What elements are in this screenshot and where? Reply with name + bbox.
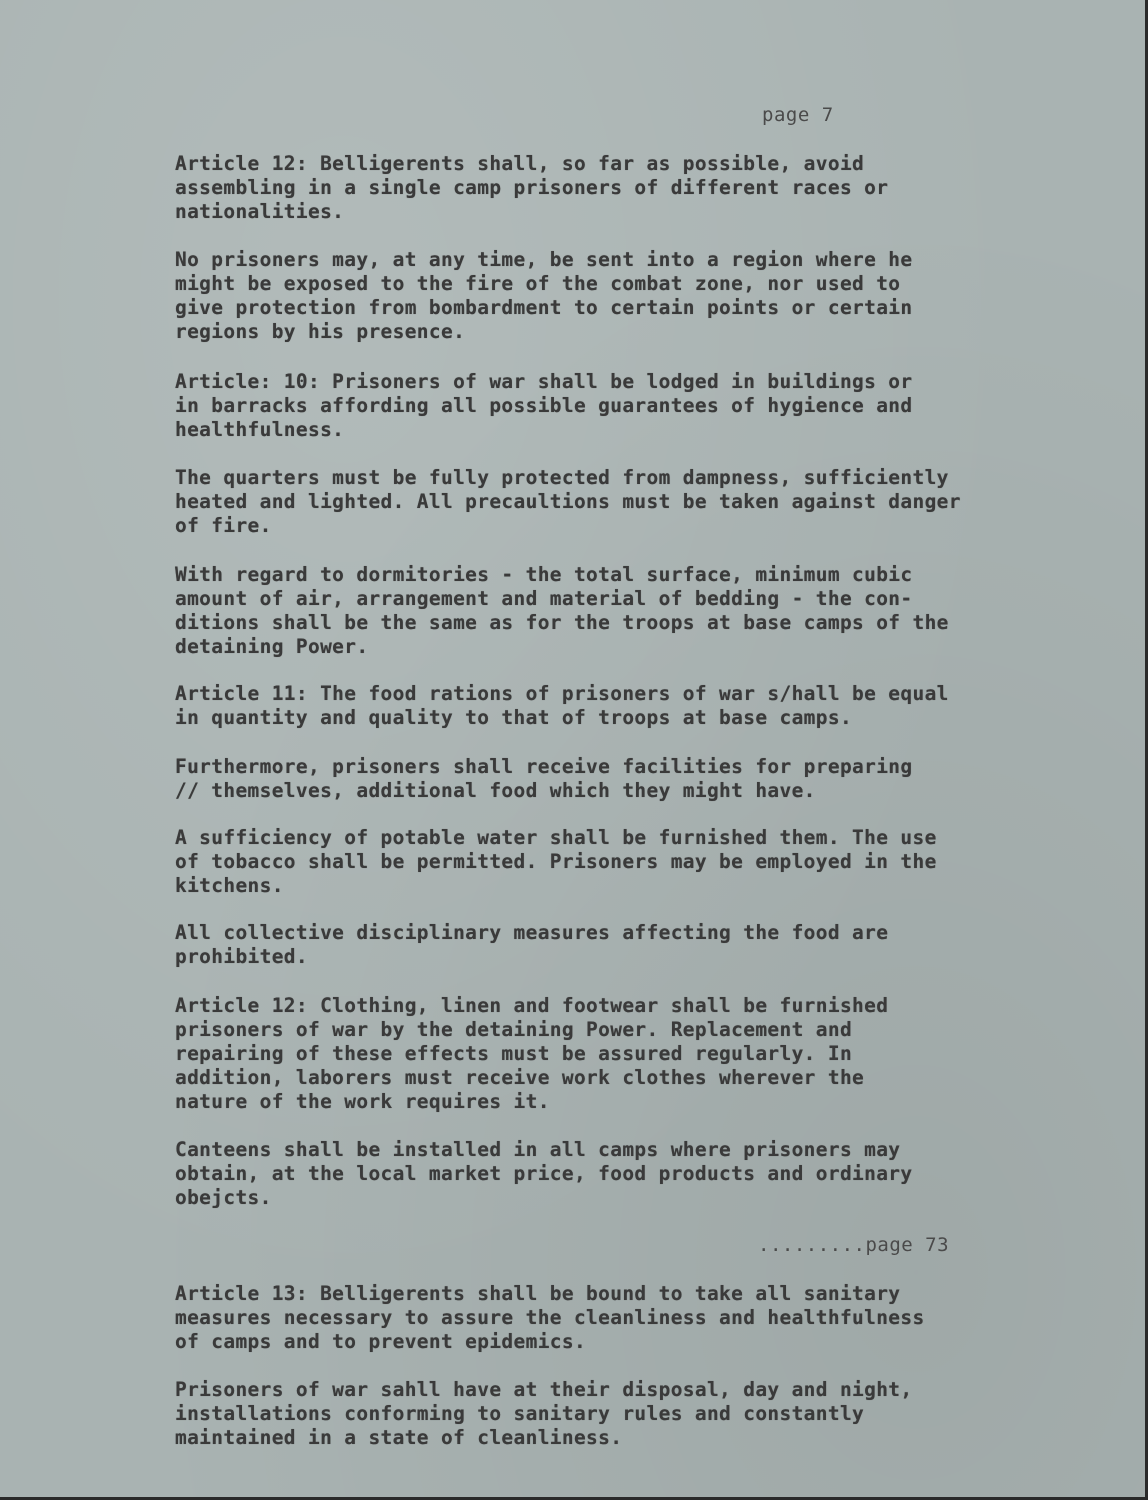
paragraph-dormitories: With regard to dormitories - the total surface, minimum cubic amount of air, arrangement and material of bedding - the con- ditions shall be the same as for the troops at base camps of the detaining Power. [175, 563, 949, 658]
continuation-marker: .........page 73 [758, 1234, 950, 1256]
paragraph-article-13-sanitary: Article 13: Belligerents shall be bound to take all sanitary measures necessary to assure the cleanliness and healthfulness of camps and to prevent epidemics. [175, 1282, 925, 1353]
paragraph-combat-zone: No prisoners may, at any time, be sent into a region where he might be exposed to the fire of the combat zone, nor used to give protection from bombardment to certain points or certain regions by his presence. [175, 248, 913, 343]
page-number: page 7 [762, 104, 834, 126]
paragraph-food-preparation: Furthermore, prisoners shall receive facilities for preparing // themselves, additional food which they might have. [175, 755, 913, 802]
paragraph-article-11-food: Article 11: The food rations of prisoners of war s/hall be equal in quantity and quality to that of troops at base camps. [175, 682, 949, 729]
paragraph-article-12-camps: Article 12: Belligerents shall, so far as possible, avoid assembling in a single camp prisoners of different races or nationalities. [175, 152, 889, 223]
paragraph-article-12-clothing: Article 12: Clothing, linen and footwear shall be furnished prisoners of war by the detaining Power. Replacement and repairing of these effects must be assured regularly. In addition, laborers must receive work clothes wherever the nature of the work requires it. [175, 994, 889, 1113]
paragraph-canteens: Canteens shall be installed in all camps where prisoners may obtain, at the local market price, food products and ordinary obejcts. [175, 1138, 913, 1209]
paragraph-water-tobacco: A sufficiency of potable water shall be furnished them. The use of tobacco shall be permitted. Prisoners may be employed in the kitchens. [175, 826, 937, 897]
paragraph-installations: Prisoners of war sahll have at their disposal, day and night, installations conforming to sanitary rules and constantly maintained in a state of cleanliness. [175, 1378, 913, 1449]
paragraph-disciplinary-measures: All collective disciplinary measures affecting the food are prohibited. [175, 921, 889, 968]
paragraph-quarters: The quarters must be fully protected from dampness, sufficiently heated and lighted. All precaultions must be taken against danger of fire. [175, 466, 961, 537]
paragraph-article-10-lodging: Article: 10: Prisoners of war shall be lodged in buildings or in barracks affording all possible guarantees of hygience and healthfulness. [175, 370, 913, 441]
